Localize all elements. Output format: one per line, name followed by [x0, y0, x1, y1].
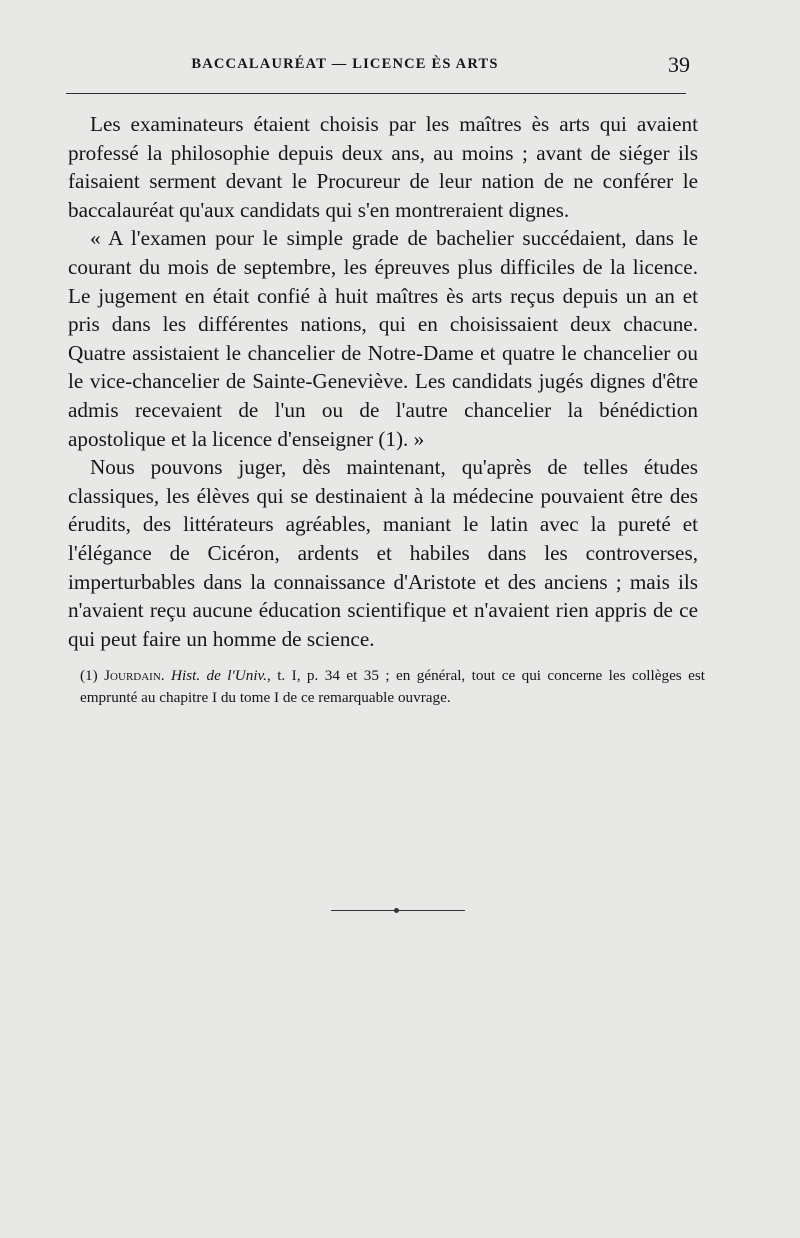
paragraph-2: « A l'examen pour le simple grade de bachelier succédaient, dans le courant du mois de septembre, les épreuves plus difficiles de la licence. Le jugement en était confié à huit maîtres ès arts reçus depuis un an et pris dans les différentes nations, qui en choisissaient deux chacune. Quatre assistaient le chancelier de Notre-Dame et quatre le chancelier ou le vice-chancelier de Sainte-Geneviève. Les candidats jugés dignes d'être admis recevaient de l'un ou de l'autre chancelier la bénédiction apostolique et la licence d'enseigner (1). » [68, 226, 698, 451]
footnote-marker: (1) [80, 667, 105, 684]
paragraph-3: Nous pouvons juger, dès maintenant, qu'après de telles études classiques, les élèves qui se destinaient à la médecine pouvaient être des érudits, des littérateurs agréables, maniant le latin avec la pureté et l'élégance de Cicéron, ardents et habiles dans les controverses, imperturbables dans la connaissance d'Aristote et des anciens ; mais ils n'avaient reçu aucune éducation scientifique et n'avaient rien appris de ce qui peut faire un homme de science. [68, 455, 698, 651]
end-ornament [331, 908, 465, 914]
ornament-dot [394, 908, 399, 913]
footnote [80, 665, 705, 709]
footnote-title: Hist. de l'Univ. [171, 667, 267, 684]
footnote-author: Jourdain. [104, 667, 165, 684]
footnote-text: , t. I, p. 34 et 35 ; en général, tout ce qui concerne les collèges est emprunté au chapitre I du tome I de ce remarquable ouvrage. [80, 667, 706, 706]
header-rule [66, 93, 686, 94]
body-text [68, 110, 698, 653]
page-header [60, 54, 690, 80]
paragraph-1: Les examinateurs étaient choisis par les maîtres ès arts qui avaient professé la philosophie depuis deux ans, au moins ; avant de siéger ils faisaient serment devant le Procureur de leur nation de ne conférer le baccalauréat qu'aux candidats qui s'en montreraient dignes. [68, 112, 698, 222]
running-title: BACCALAURÉAT — LICENCE ÈS ARTS [191, 56, 499, 72]
page-number: 39 [668, 52, 690, 77]
